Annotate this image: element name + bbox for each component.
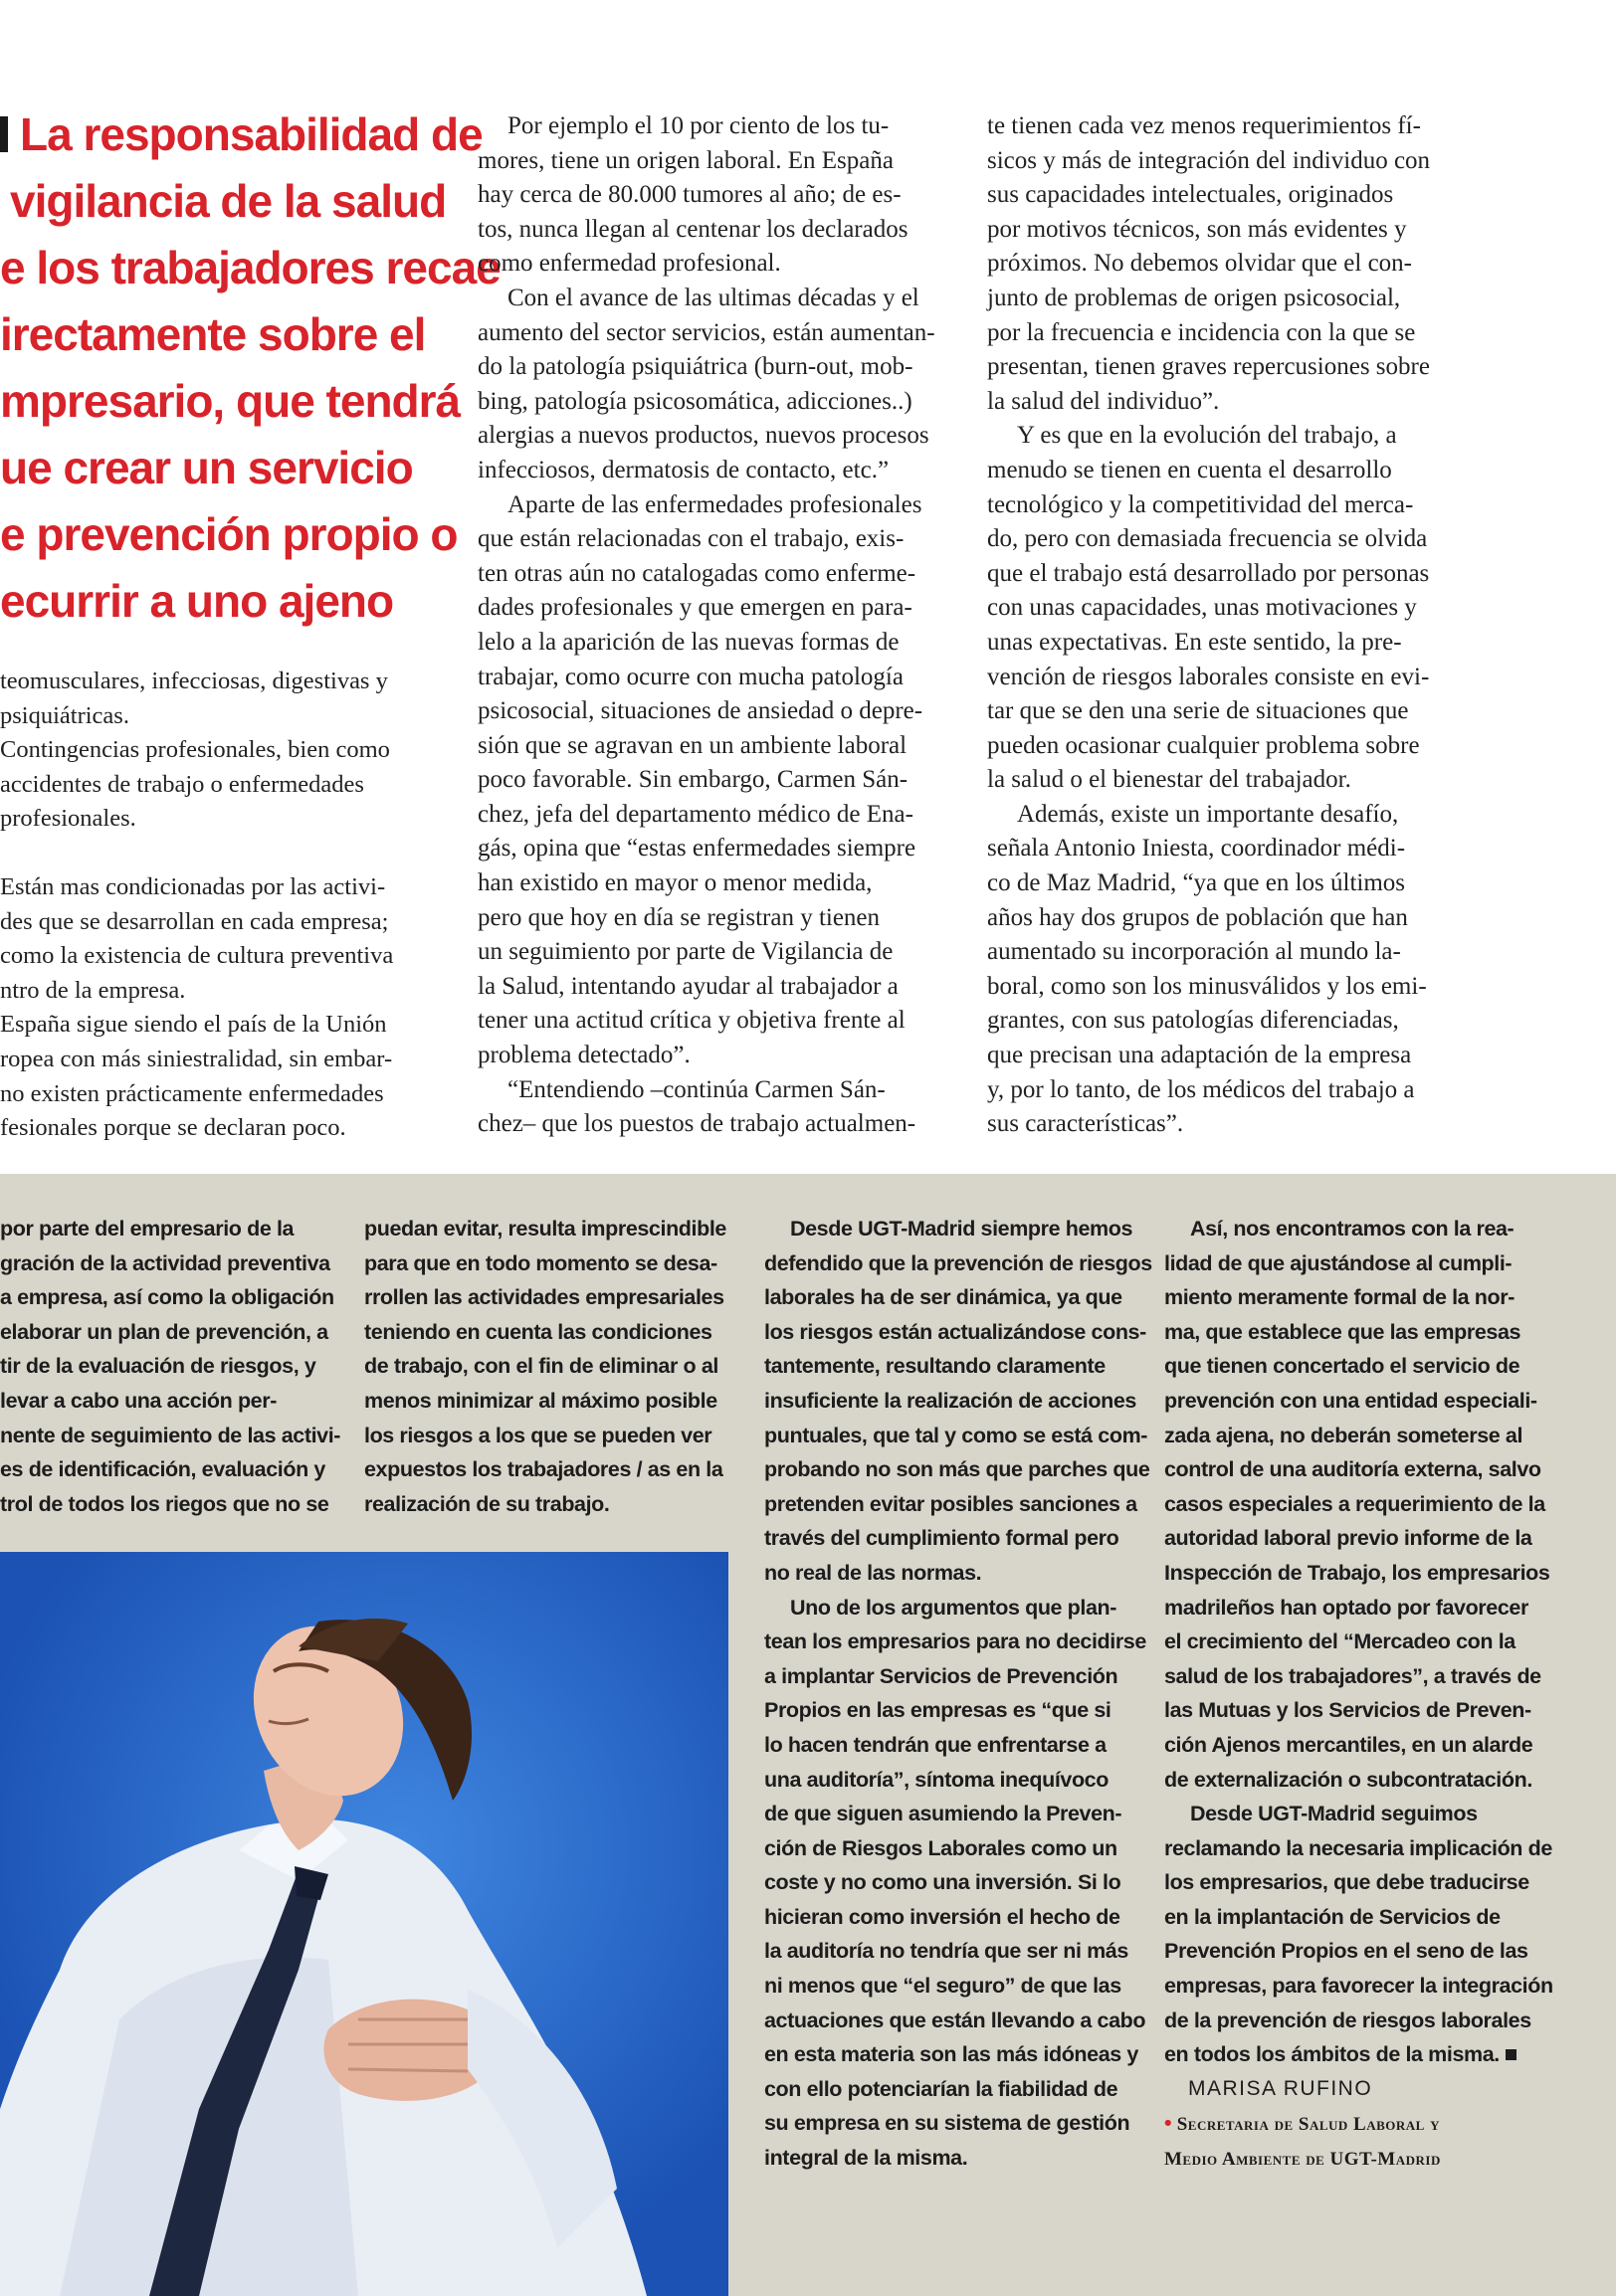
text-line: tener una actitud crítica y objetiva frente al (478, 1007, 906, 1035)
text-line: tir de la evaluación de riesgos, y (0, 1354, 316, 1379)
text-line: zada ajena, no deberán someterse al (1164, 1423, 1523, 1447)
text-line: unas expectativas. En este sentido, la pre- (987, 628, 1402, 656)
article-column-3 (987, 109, 1461, 1142)
pull-quote-line: La responsabilidad de (0, 101, 448, 168)
text-line: Así, nos encontramos con la rea- (1190, 1217, 1515, 1241)
text-line: rrollen las actividades empresariales (364, 1285, 724, 1310)
article-column-2 (478, 109, 949, 1142)
text-line: Con el avance de las ultimas décadas y el (507, 284, 919, 311)
text-line: años hay dos grupos de población que han (987, 903, 1408, 931)
text-line: trabajar, como ocurre con mucha patología (478, 663, 904, 690)
text-line: menos minimizar al máximo posible (364, 1388, 717, 1413)
author-role: Medio Ambiente de UGT-Madrid (1164, 2149, 1441, 2171)
text-line: ten otras aún no catalogadas como enferme- (478, 559, 916, 587)
text-line: sus capacidades intelectuales, originados (987, 181, 1394, 209)
text-line: pretenden evitar posibles sanciones a (764, 1491, 1137, 1516)
text-line: un seguimiento por parte de Vigilancia de (478, 938, 894, 966)
text-line: junto de problemas de origen psicosocial, (987, 284, 1401, 311)
text-line: ción Ajenos mercantiles, en un alarde (1164, 1732, 1533, 1757)
text-line: los empresarios, que debe traducirse (1164, 1870, 1529, 1895)
text-line: infecciosos, dermatosis de contacto, etc.” (478, 456, 890, 483)
text-line: grantes, con sus patologías diferenciadas, (987, 1007, 1399, 1035)
text-line: Además, existe un importante desafío, (1017, 800, 1399, 828)
text-line: dades profesionales y que emergen en para- (478, 594, 912, 622)
text-line: laborales ha de ser dinámica, ya que (764, 1285, 1122, 1310)
text-line: a empresa, así como la obligación (0, 1285, 334, 1310)
text-line: nente de seguimiento de las activi- (0, 1423, 341, 1447)
text-line: chez, jefa del departamento médico de Ena- (478, 800, 913, 828)
text-line: realización de su trabajo. (364, 1491, 610, 1516)
text-line: expuestos los trabajadores / as en la (364, 1457, 723, 1482)
lower-column-1 (0, 1212, 341, 1521)
text-line: de la prevención de riesgos laborales (1164, 2008, 1531, 2032)
text-line: hicieran como inversión el hecho de (764, 1904, 1120, 1929)
text-line: gración de la actividad preventiva (0, 1250, 330, 1275)
paragraph-gap (0, 837, 440, 870)
text-line: lelo a la aparición de las nuevas formas de (478, 628, 900, 656)
text-line: Desde UGT-Madrid seguimos (1190, 1802, 1478, 1826)
text-line: chez– que los puestos de trabajo actualmen- (478, 1110, 916, 1138)
text-line: tean los empresarios para no decidirse (764, 1629, 1146, 1654)
text-line: des que se desarrollan en cada empresa; (0, 907, 389, 935)
text-line: teniendo en cuenta las condiciones (364, 1319, 712, 1344)
text-line: con ello potenciarían la fiabilidad de (764, 2076, 1118, 2101)
text-line: fesionales porque se declaran poco. (0, 1114, 346, 1142)
text-line: ción de Riesgos Laborales como un (764, 1835, 1117, 1860)
text-line: tecnológico y la competitividad del merca- (987, 490, 1414, 518)
text-line: próximos. No debemos olvidar que el con- (987, 250, 1412, 278)
text-line: sión que se agravan en un ambiente laboral (478, 731, 908, 759)
lower-column-3 (764, 1212, 1152, 2176)
bullet-icon: • (1164, 2111, 1172, 2136)
text-line: no real de las normas. (764, 1560, 982, 1585)
text-line: actuaciones que están llevando a cabo (764, 2008, 1146, 2032)
pull-quote (0, 101, 501, 635)
text-line: en esta materia son las más idóneas y (764, 2042, 1138, 2067)
text-line: integral de la misma. (764, 2146, 968, 2171)
text-line: lo hacen tendrán que enfrentarse a (764, 1732, 1107, 1757)
text-line: por motivos técnicos, son más evidentes y (987, 215, 1407, 243)
text-line: que el trabajo está desarrollado por personas (987, 559, 1430, 587)
text-line: los riesgos están actualizándose cons- (764, 1319, 1146, 1344)
text-line: coste y no como una inversión. Si lo (764, 1870, 1121, 1895)
text-line: ntro de la empresa. (0, 976, 186, 1004)
text-line: psiquiátricas. (0, 701, 129, 729)
text-line: que están relacionadas con el trabajo, exis- (478, 525, 905, 553)
article-column-1 (0, 665, 440, 1146)
text-line: do la patología psiquiátrica (burn-out, mob- (478, 353, 913, 381)
text-line: probando no son más que parches que (764, 1457, 1150, 1482)
text-line: sicos y más de integración del individuo con (987, 146, 1431, 174)
text-line: que precisan una adaptación de la empresa (987, 1042, 1412, 1069)
text-line: accidentes de trabajo o enfermedades (0, 770, 364, 798)
pull-quote-line: mpresario, que tendrá (0, 375, 461, 427)
text-line: boral, como son los minusválidos y los emi- (987, 972, 1427, 1000)
text-line: las Mutuas y los Servicios de Preven- (1164, 1698, 1531, 1723)
text-line: la salud o el bienestar del trabajador. (987, 766, 1351, 794)
text-line: para que en todo momento se desa- (364, 1250, 717, 1275)
text-line: y, por lo tanto, de los médicos del trabajo a (987, 1075, 1415, 1103)
text-line: empresas, para favorecer la integración (1164, 1974, 1553, 1999)
text-line: Prevención Propios en el seno de las (1164, 1939, 1528, 1964)
text-line: Y es que en la evolución del trabajo, a (1017, 422, 1397, 450)
text-line: menudo se tienen en cuenta el desarrollo (987, 456, 1392, 483)
text-line: insuficiente la realización de acciones (764, 1388, 1136, 1413)
text-line: co de Maz Madrid, “ya que en los últimos (987, 869, 1406, 897)
text-line: trol de todos los riegos que no se (0, 1491, 329, 1516)
text-line: madrileños han optado por favorecer (1164, 1595, 1528, 1620)
text-line: es de identificación, evaluación y (0, 1457, 325, 1482)
text-line: profesionales. (0, 805, 136, 833)
text-line: alergias a nuevos productos, nuevos procesos (478, 422, 929, 450)
lower-column-4 (1164, 1212, 1562, 2178)
text-line: ma, que establece que las empresas (1164, 1319, 1521, 1344)
text-line: ropea con más siniestralidad, sin embar- (0, 1045, 393, 1072)
text-line: te tienen cada vez menos requerimientos fí- (987, 112, 1421, 139)
article-photo (0, 1552, 728, 2296)
text-line: como enfermedad profesional. (478, 250, 781, 278)
text-line: través del cumplimiento formal pero (764, 1526, 1119, 1551)
end-mark (1506, 2049, 1516, 2060)
text-line: Aparte de las enfermedades profesionales (507, 490, 922, 518)
text-line: elaborar un plan de prevención, a (0, 1319, 328, 1344)
text-line: miento meramente formal de la nor- (1164, 1285, 1515, 1310)
text-line: presentan, tienen graves repercusiones sobre (987, 353, 1430, 381)
text-line: hay cerca de 80.000 tumores al año; de es- (478, 181, 902, 209)
text-line: no existen prácticamente enfermedades (0, 1079, 384, 1107)
text-line: una auditoría”, síntoma inequívoco (764, 1767, 1109, 1792)
text-line: España sigue siendo el país de la Unión (0, 1011, 387, 1039)
text-line: los riesgos a los que se pueden ver (364, 1423, 712, 1447)
text-line: “Entendiendo –continúa Carmen Sán- (507, 1075, 886, 1103)
author-role: • Secretaria de Salud Laboral y (1164, 2111, 1440, 2136)
text-line: teomusculares, infecciosas, digestivas y (0, 668, 388, 694)
text-line: la salud del individuo”. (987, 387, 1220, 415)
text-line: como la existencia de cultura preventiva (0, 942, 394, 970)
author-signature: MARISA RUFINO (1188, 2076, 1373, 2100)
text-line: pero que hoy en día se registran y tienen (478, 903, 881, 931)
text-line: han existido en mayor o menor medida, (478, 869, 873, 897)
text-line: Contingencias profesionales, bien como (0, 736, 390, 764)
text-line: señala Antonio Iniesta, coordinador médi- (987, 835, 1406, 862)
text-line: que tienen concertado el servicio de (1164, 1354, 1520, 1379)
lower-column-2 (364, 1212, 726, 1521)
text-line: Propios en las empresas es “que si (764, 1698, 1111, 1723)
text-line: el crecimiento del “Mercadeo con la (1164, 1629, 1515, 1654)
text-line: por la frecuencia e incidencia con la que se (987, 318, 1416, 346)
text-line: a implantar Servicios de Prevención (764, 1663, 1118, 1688)
text-line: pueden ocasionar cualquier problema sobre (987, 731, 1420, 759)
text-line: su empresa en su sistema de gestión (764, 2111, 1130, 2136)
quote-bar (0, 116, 8, 152)
pull-quote-line: e prevención propio o (0, 508, 458, 560)
text-line: gás, opina que “estas enfermedades siempre (478, 835, 916, 862)
text-line: puedan evitar, resulta imprescindible (364, 1217, 726, 1241)
text-line: tos, nunca llegan al centenar los declarados (478, 215, 909, 243)
text-line: sus características”. (987, 1110, 1184, 1138)
text-line: vención de riesgos laborales consiste en evi- (987, 663, 1430, 690)
text-line: puntuales, que tal y como se está com- (764, 1423, 1148, 1447)
text-line: control de una auditoría externa, salvo (1164, 1457, 1541, 1482)
text-line: aumento del sector servicios, están aumentan- (478, 318, 935, 346)
pull-quote-line: irectamente sobre el (0, 308, 426, 360)
text-line: reclamando la necesaria implicación de (1164, 1835, 1552, 1860)
pull-quote-line: ecurrir a uno ajeno (0, 575, 394, 627)
text-line: psicosocial, situaciones de ansiedad o depre- (478, 697, 923, 725)
text-line: con unas capacidades, unas motivaciones y (987, 594, 1417, 622)
text-line: Por ejemplo el 10 por ciento de los tu- (507, 112, 890, 139)
pull-quote-line: ue crear un servicio (0, 442, 413, 493)
text-line: Desde UGT-Madrid siempre hemos (790, 1217, 1133, 1241)
text-line: tar que se den una serie de situaciones que (987, 697, 1409, 725)
pull-quote-line: vigilancia de la salud (10, 175, 447, 227)
text-line: tantemente, resultando claramente (764, 1354, 1106, 1379)
text-line: lidad de que ajustándose al cumpli- (1164, 1250, 1513, 1275)
text-line: do, pero con demasiada frecuencia se olvida (987, 525, 1428, 553)
text-line: salud de los trabajadores”, a través de (1164, 1663, 1541, 1688)
text-line: la Salud, intentando ayudar al trabajador a (478, 972, 899, 1000)
text-line: autoridad laboral previo informe de la (1164, 1526, 1532, 1551)
text-line: Están mas condicionadas por las activi- (0, 872, 386, 900)
text-line: por parte del empresario de la (0, 1217, 295, 1241)
text-line: Uno de los argumentos que plan- (790, 1595, 1117, 1620)
text-line: ni menos que “el seguro” de que las (764, 1974, 1121, 1999)
text-line: levar a cabo una acción per- (0, 1388, 277, 1413)
text-line: de que siguen asumiendo la Preven- (764, 1802, 1122, 1826)
text-line: defendido que la prevención de riesgos (764, 1250, 1152, 1275)
text-line: problema detectado”. (478, 1042, 691, 1069)
text-line: de externalización o subcontratación. (1164, 1767, 1532, 1792)
text-line: prevención con una entidad especiali- (1164, 1388, 1537, 1413)
text-line: Inspección de Trabajo, los empresarios (1164, 1560, 1550, 1585)
text-line: bing, patología psicosomática, adicciones..) (478, 387, 912, 415)
text-line: en todos los ámbitos de la misma. (1164, 2037, 1562, 2072)
man-with-chest-pain-illustration (0, 1552, 728, 2296)
text-line: casos especiales a requerimiento de la (1164, 1491, 1545, 1516)
text-line: aumentado su incorporación al mundo la- (987, 938, 1401, 966)
pull-quote-line: e los trabajadores recae (0, 242, 501, 293)
text-line: la auditoría no tendría que ser ni más (764, 1939, 1128, 1964)
text-line: poco favorable. Sin embargo, Carmen Sán- (478, 766, 909, 794)
text-line: de trabajo, con el fin de eliminar o al (364, 1354, 718, 1379)
text-line: mores, tiene un origen laboral. En España (478, 146, 894, 174)
text-line: en la implantación de Servicios de (1164, 1904, 1501, 1929)
